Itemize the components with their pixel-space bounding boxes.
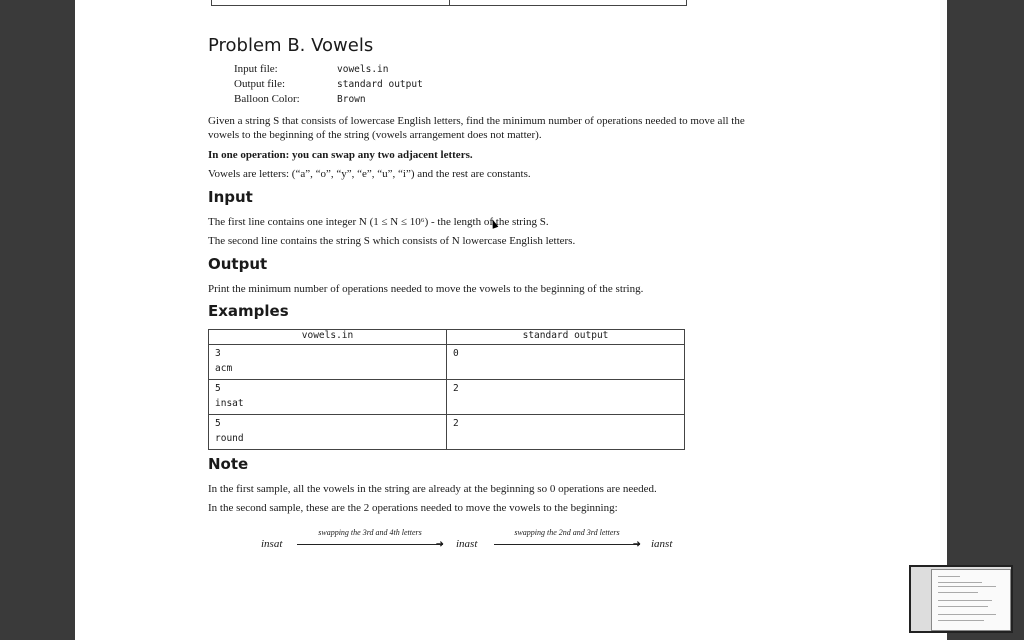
page-thumbnail-navigator[interactable] — [909, 565, 1013, 633]
problem-meta — [234, 62, 423, 107]
table-row — [209, 415, 685, 450]
swap-diagram — [75, 528, 947, 558]
meta-value: vowels.in — [337, 64, 389, 75]
problem-title: Problem B. Vowels — [208, 35, 374, 56]
note-heading: Note — [208, 455, 249, 473]
table-row — [209, 380, 685, 415]
examples-heading: Examples — [208, 302, 289, 320]
output-line-1: Print the minimum number of operations needed to move the vowels to the beginning of the string. — [208, 283, 644, 295]
previous-table-fragment — [211, 0, 687, 6]
col-header-input: vowels.in — [209, 330, 447, 345]
output-heading: Output — [208, 255, 268, 273]
meta-value: Brown — [337, 94, 366, 105]
example-output: 2 — [447, 415, 685, 450]
input-line-2: The second line contains the string S which consists of N lowercase English letters. — [208, 235, 576, 247]
input-line-1: The first line contains one integer N (1 ≤ N ≤ 10⁶) - the length of the string S. — [208, 216, 549, 228]
example-input: 5 round — [209, 415, 447, 450]
example-input: 3 acm — [209, 345, 447, 380]
meta-key: Balloon Color: — [234, 93, 300, 105]
meta-key: Output file: — [234, 78, 286, 90]
statement-vowels: Vowels are letters: (“a”, “o”, “y”, “e”, “u”, “i”) and the rest are constants. — [208, 168, 531, 180]
note-line-1: In the first sample, all the vowels in the string are already at the beginning so 0 operations are needed. — [208, 483, 657, 495]
example-input: 5 insat — [209, 380, 447, 415]
statement-operation: In one operation: you can swap any two adjacent letters. — [208, 149, 473, 161]
arrow-1: swapping the 3rd and 4th letters ➜ — [297, 528, 443, 537]
example-output: 2 — [447, 380, 685, 415]
example-output: 0 — [447, 345, 685, 380]
input-heading: Input — [208, 188, 253, 206]
document-page — [75, 0, 947, 640]
note-line-2: In the second sample, these are the 2 operations needed to move the vowels to the beginning: — [208, 502, 618, 514]
arrow-2-label: swapping the 2nd and 3rd letters — [514, 528, 620, 537]
arrow-2: swapping the 2nd and 3rd letters ➜ — [494, 528, 640, 537]
examples-table — [208, 329, 685, 450]
meta-value: standard output — [337, 79, 423, 90]
step-0: insat — [261, 538, 283, 550]
thumbnail-viewport[interactable] — [931, 569, 1011, 631]
step-2: ianst — [651, 538, 673, 550]
meta-key: Input file: — [234, 63, 278, 75]
table-row — [209, 345, 685, 380]
col-header-output: standard output — [447, 330, 685, 345]
step-1: inast — [456, 538, 478, 550]
statement-paragraph: Given a string S that consists of lowercase English letters, find the minimum number of operations needed to move all the vowels to the beginning of the string (vowels arrangement does not matter). — [208, 115, 745, 141]
arrow-1-label: swapping the 3rd and 4th letters — [318, 528, 422, 537]
